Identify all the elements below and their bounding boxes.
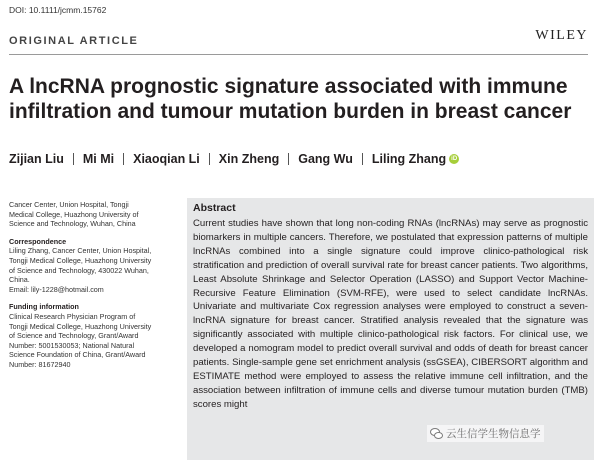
- author-separator: [209, 153, 210, 165]
- watermark-text: 云生信学生物信息学: [446, 428, 541, 440]
- wechat-icon: [430, 428, 443, 439]
- author-separator: [288, 153, 289, 165]
- author-list: [9, 152, 459, 166]
- doi-line[interactable]: DOI: 10.1111/jcmm.15762: [9, 5, 107, 15]
- author-name[interactable]: Mi Mi: [82, 152, 115, 166]
- correspondence-block: [9, 237, 174, 295]
- correspondence-email[interactable]: Email: lily-1228@hotmail.com: [9, 284, 104, 294]
- affiliation-line: Cancer Center, Union Hospital, Tongji: [9, 200, 129, 209]
- abstract-heading: Abstract: [193, 202, 236, 214]
- funding-heading: Funding information: [9, 302, 79, 312]
- author-name[interactable]: Liling Zhang: [371, 152, 447, 166]
- abstract-box: [187, 198, 594, 460]
- watermark: [427, 425, 544, 442]
- author-separator: [73, 153, 74, 165]
- funding-line: Clinical Research Physician Program of: [9, 311, 136, 321]
- correspondence-line: of Science and Technology, 430022 Wuhan,: [9, 265, 149, 275]
- affiliation-line: Medical College, Huazhong University of: [9, 209, 139, 219]
- author-name[interactable]: Xiaoqian Li: [133, 152, 200, 166]
- funding-line: Number: 81672940: [9, 359, 71, 369]
- article-type: ORIGINAL ARTICLE: [9, 35, 139, 47]
- funding-line: Tongji Medical College, Huazhong University: [9, 321, 152, 331]
- funding-block: [9, 302, 174, 369]
- author-name[interactable]: Zijian Liu: [9, 152, 64, 166]
- author-separator: [362, 153, 363, 165]
- header-divider: [9, 54, 588, 55]
- correspondence-heading: Correspondence: [9, 236, 67, 246]
- article-title: A lncRNA prognostic signature associated with immune infiltration and tumour mutation burden in breast cancer: [9, 75, 572, 123]
- author-separator: [123, 153, 124, 165]
- sidebar-info: [9, 200, 174, 378]
- author-name[interactable]: Gang Wu: [298, 152, 353, 166]
- affiliation-line: Science and Technology, Wuhan, China: [9, 219, 136, 229]
- publisher-logo: WILEY: [535, 28, 588, 43]
- abstract-text: Current studies have shown that long non-coding RNAs (lncRNAs) may serve as prognostic biomarkers in multiple cancers. Therefore, we postulated that expression patterns of multiple lncRNAs combined into a single signature could improve clinico-pathological risk stratification and prediction of overall survival rate for breast cancer patients. Two algorithms, Least Absolute Shrinkage and Selector Operation (LASSO) and Support Vector Machine-Recursive Feature Elimination (SVM-RFE), were used to select candidate lncRNAs. Univariate and multivariate Cox regression analyses were employed to construct a seven-lncRNA signature for breast cancer. Stratified analysis revealed that the signature was significantly associated with multiple clinico-pathological risk factors. For clinical use, we developed a nomogram model to predict overall survival and odds of death for breast cancer patients. Single-sample gene set enrichment analysis (ssGSEA), CIBERSORT algorithm and ESTIMATE method were employed to assess the relative immune cell infiltration, and the association between infiltration of immune cells and diverse tumour mutation burden (TMB) scores might: [193, 218, 588, 410]
- correspondence-line: China.: [9, 275, 30, 285]
- funding-line: of Science and Technology, Grant/Award: [9, 331, 139, 341]
- correspondence-line: Liling Zhang, Cancer Center, Union Hospital,: [9, 246, 152, 256]
- correspondence-line: Tongji Medical College, Huazhong University: [9, 255, 152, 265]
- author-name[interactable]: Xin Zheng: [218, 152, 280, 166]
- orcid-icon[interactable]: iD: [451, 156, 458, 162]
- funding-line: Number: 5001530053; National Natural: [9, 340, 135, 350]
- funding-line: Science Foundation of China, Grant/Award: [9, 350, 146, 360]
- affiliation-block: [9, 200, 174, 229]
